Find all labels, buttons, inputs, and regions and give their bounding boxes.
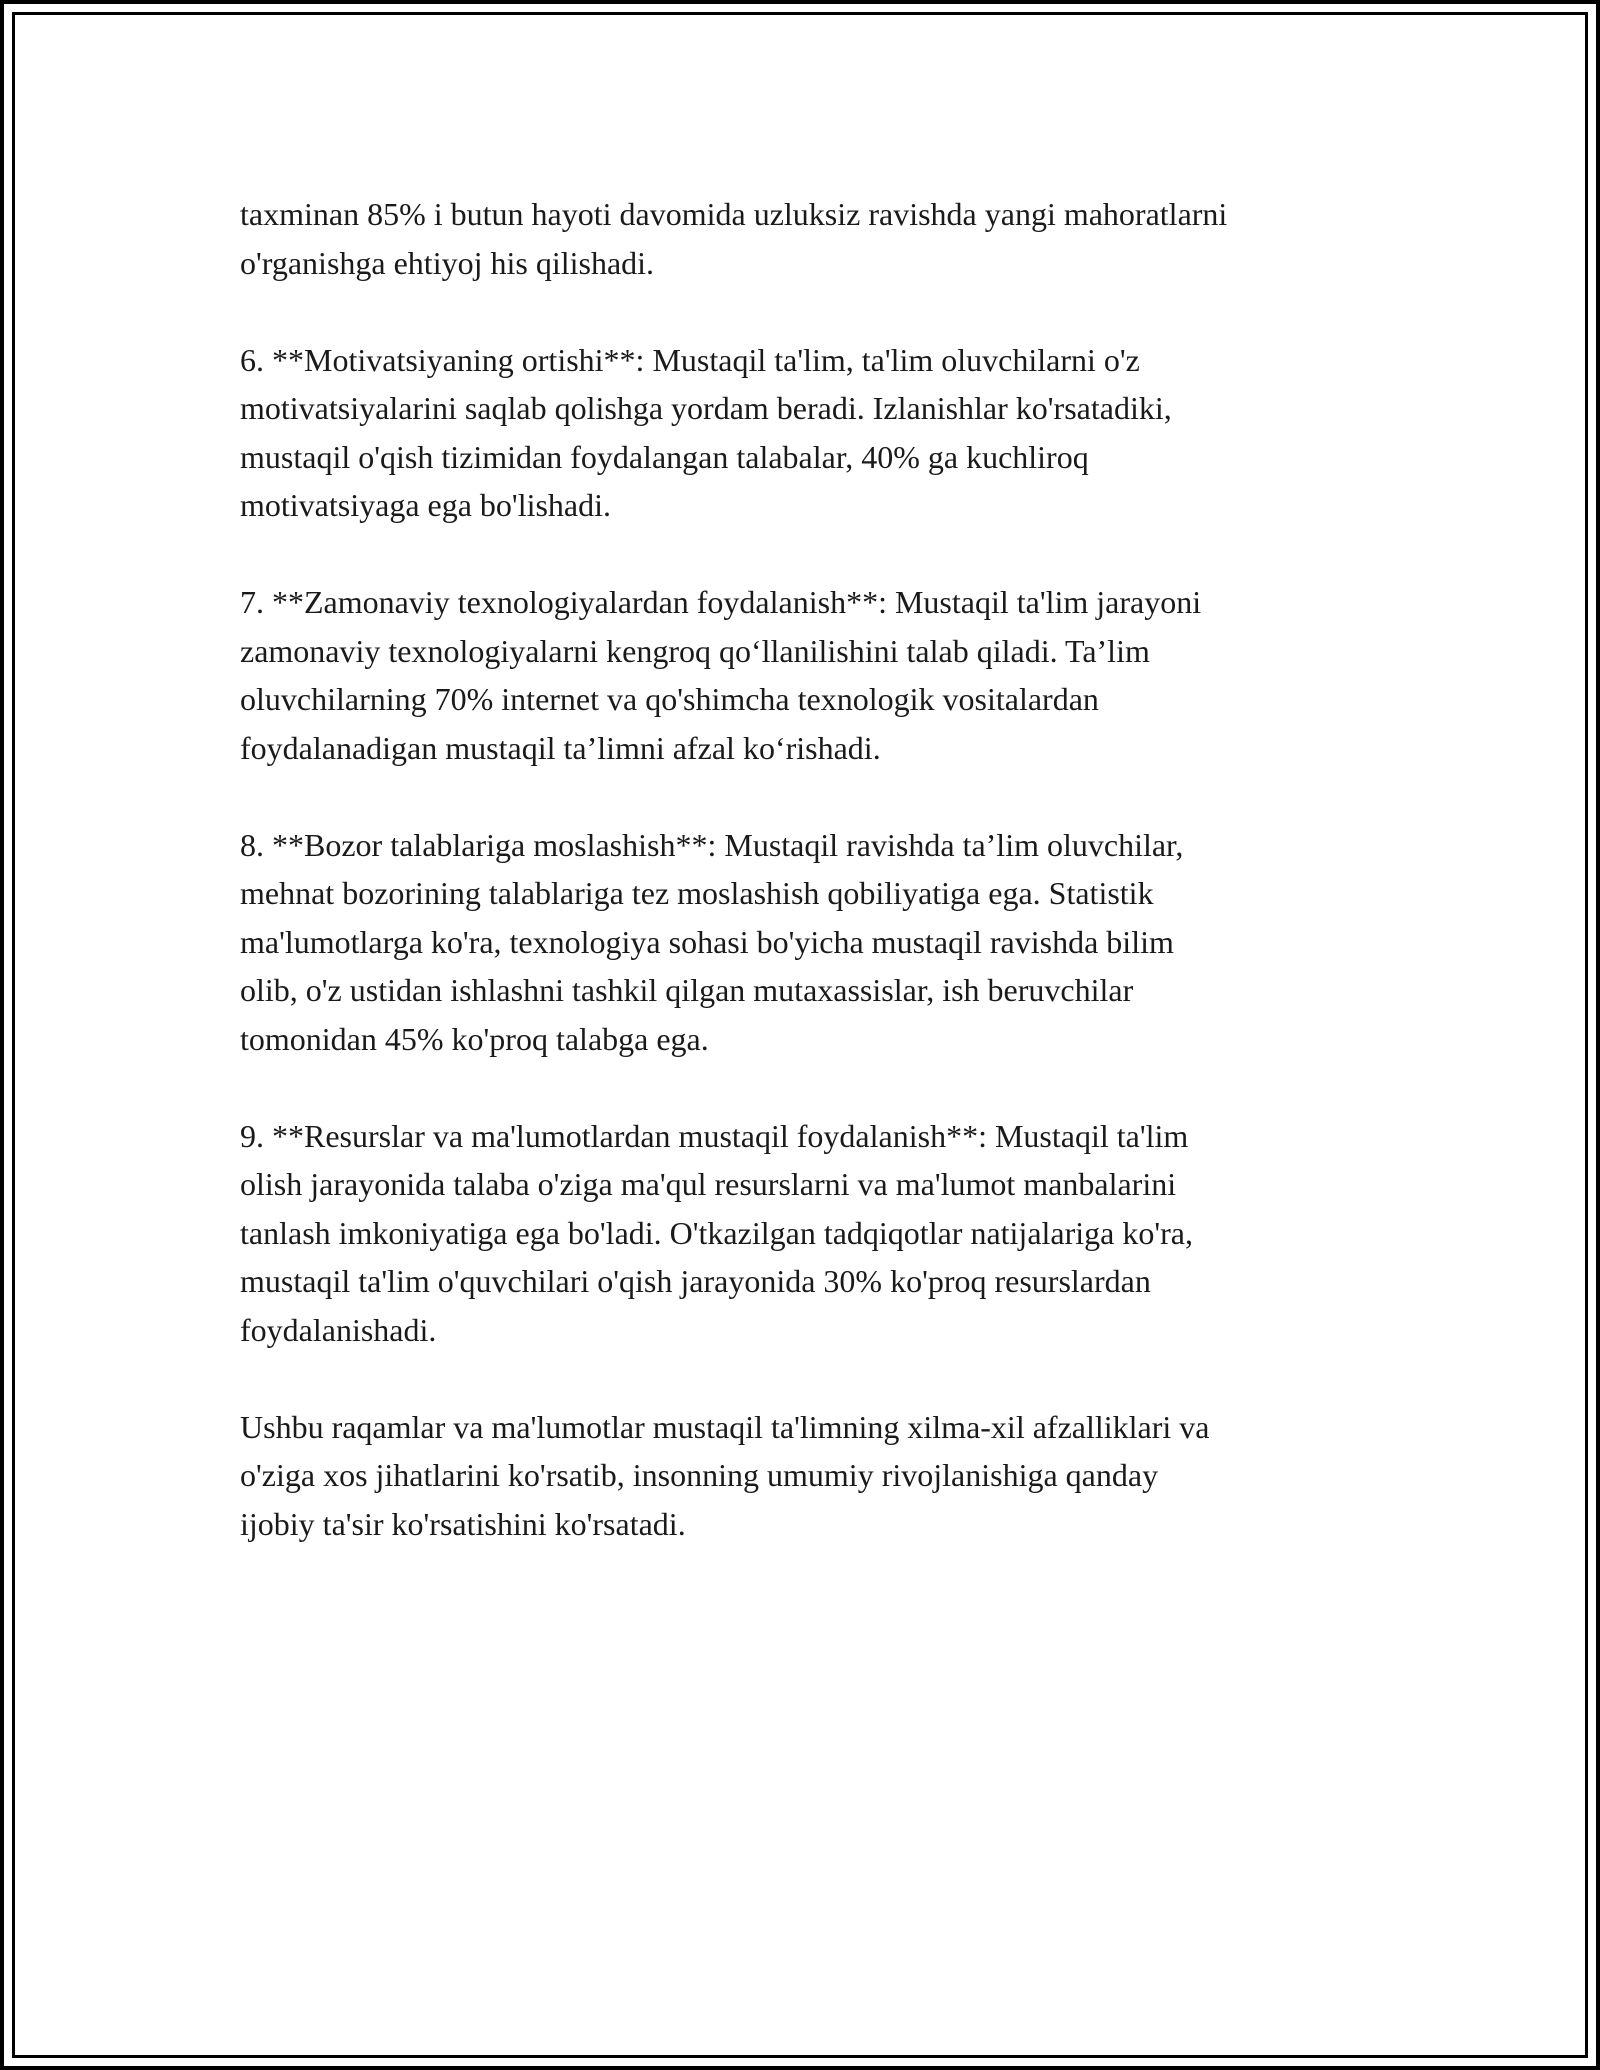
paragraph-item-8-market: 8. **Bozor talablariga moslashish**: Mustaqil ravishda ta’lim oluvchilar, mehnat bozorining talablariga tez moslashish qobiliyatiga ega. Statistik ma'lumotlarga ko'ra, texnologiya sohasi bo'yicha mustaqil ravishda bilim olib, o'z ustidan ishlashni tashkil qilgan mutaxassislar, ish beruvchilar tomonidan 45% ko'proq talabga ega. — [240, 826, 1184, 1057]
paragraph-conclusion: Ushbu raqamlar va ma'lumotlar mustaqil ta'limning xilma-xil afzalliklari va o'ziga xos jihatlarini ko'rsatib, insonning umumiy rivojlanishiga qanday ijobiy ta'sir ko'rsatishini ko'rsatadi. — [240, 1408, 1210, 1542]
paragraph-intro-continuation: taxminan 85% i butun hayoti davomida uzluksiz ravishda yangi mahoratlarni o'rganishga ehtiyoj his qilishadi. — [240, 196, 1228, 281]
document-body — [240, 190, 1400, 1597]
paragraph-item-9-resources: 9. **Resurslar va ma'lumotlardan mustaqil foydalanish**: Mustaqil ta'lim olish jarayonida talaba o'ziga ma'qul resurslarni va ma'lumot manbalarini tanlash imkoniyatiga ega bo'ladi. O'tkazilgan tadqiqotlar natijalariga ko'ra, mustaqil ta'lim o'quvchilari o'qish jarayonida 30% ko'proq resurslardan foydalanishadi. — [240, 1117, 1193, 1348]
paragraph-item-6-motivation: 6. **Motivatsiyaning ortishi**: Mustaqil ta'lim, ta'lim oluvchilarni o'z motivatsiyalarini saqlab qolishga yordam beradi. Izlanishlar ko'rsatadiki, mustaqil o'qish tizimidan foydalangan talabalar, 40% ga kuchliroq motivatsiyaga ega bo'lishadi. — [240, 341, 1172, 523]
paragraph-item-7-technology: 7. **Zamonaviy texnologiyalardan foydalanish**: Mustaqil ta'lim jarayoni zamonaviy texnologiyalarni kengroq qo‘llanilishini talab qiladi. Ta’lim oluvchilarning 70% internet va qo'shimcha texnologik vositalardan foydalanadigan mustaqil ta’limni afzal ko‘rishadi. — [240, 584, 1202, 766]
